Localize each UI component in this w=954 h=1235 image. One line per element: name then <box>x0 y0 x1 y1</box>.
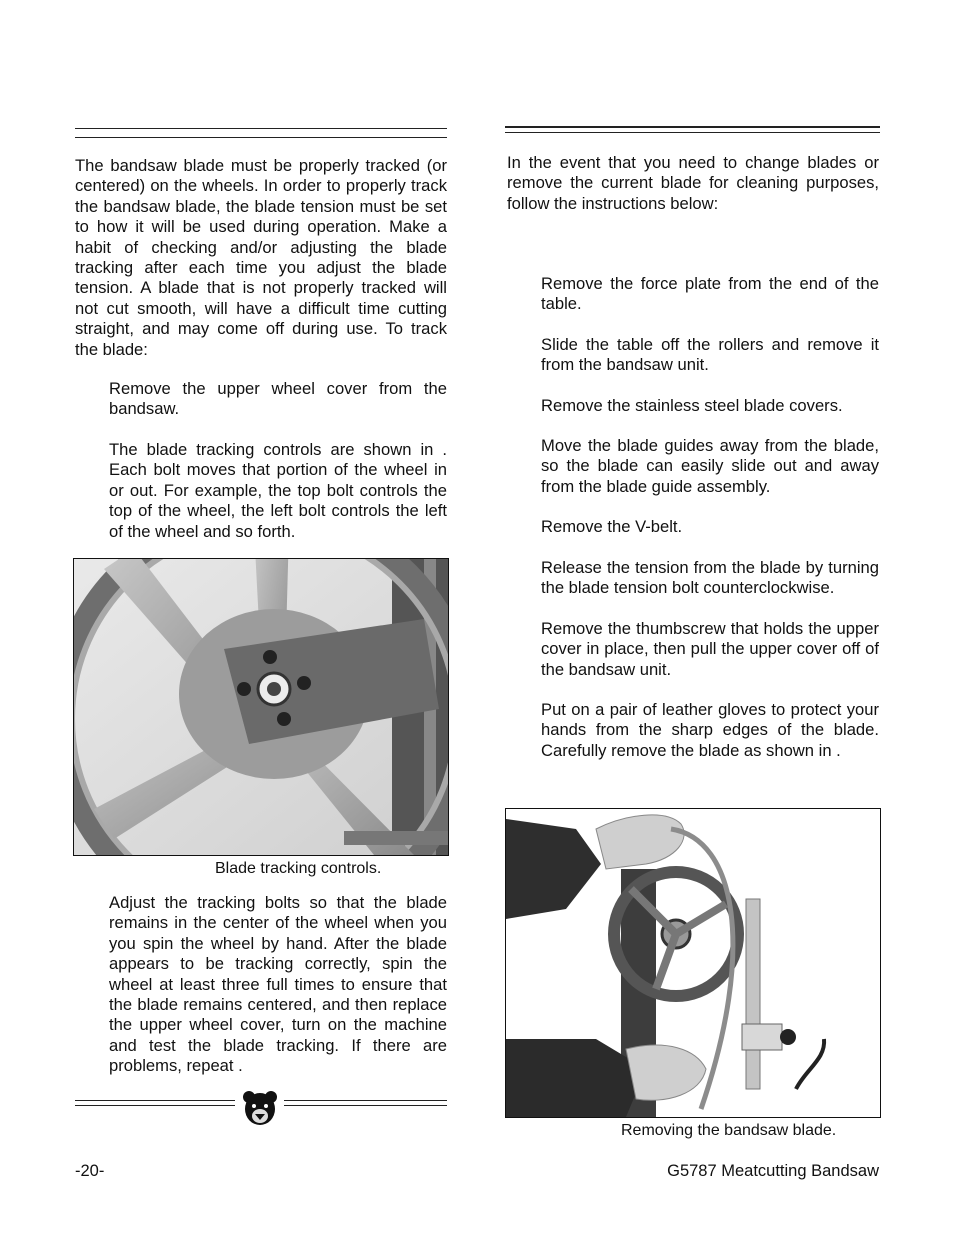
right-step-1: Remove the force plate from the end of the table. <box>541 274 879 314</box>
section-end-rule-left <box>75 1100 235 1106</box>
blade-removal-photo <box>506 809 880 1117</box>
blade-tracking-photo <box>74 559 448 855</box>
blade-tracking-figure <box>73 558 449 856</box>
right-step-6: Release the tension from the blade by turning the blade tension bolt counterclockwise. <box>541 558 879 598</box>
bear-head-icon <box>242 1090 278 1128</box>
right-step-7: Remove the thumbscrew that holds the upper cover in place, then pull the upper cover off of the bandsaw unit. <box>541 619 879 679</box>
blade-tracking-caption: Blade tracking controls. <box>215 860 382 877</box>
blade-removal-caption: Removing the bandsaw blade. <box>621 1122 837 1139</box>
section-end-rule-right <box>284 1100 447 1106</box>
document-title: G5787 Meatcutting Bandsaw <box>667 1162 879 1180</box>
blade-removal-figure <box>505 808 881 1118</box>
left-section-header-rule <box>75 128 447 138</box>
right-step-3: Remove the stainless steel blade covers. <box>541 396 843 415</box>
right-step-2: Slide the table off the rollers and remove it from the bandsaw unit. <box>541 335 879 375</box>
right-section-header-rule <box>505 126 880 133</box>
right-step-5: Remove the V-belt. <box>541 517 683 536</box>
right-intro-text: In the event that you need to change blades or remove the current blade for cleaning purposes, follow the instructions below: <box>507 153 879 213</box>
left-step-1: Remove the upper wheel cover from the bandsaw. <box>109 379 447 419</box>
left-intro-text: The bandsaw blade must be properly tracked (or centered) on the wheels. In order to properly track the bandsaw blade, the blade tension must be set to how it will be used during operation. Make a habit of checking and/or adjusting the blade tracking after each time you adjust the blade tension. A blade that is not properly tracked will not cut smooth, will have a difficult time cutting straight, and may come off during use. To track the blade: <box>75 156 447 359</box>
page-number: -20- <box>75 1162 105 1180</box>
left-step-2: The blade tracking controls are shown in . Each bolt moves that portion of the wheel in or out. For example, the top bolt controls the top of the wheel, the left bolt controls the left of the wheel and so forth. <box>109 440 447 541</box>
right-step-8: Put on a pair of leather gloves to protect your hands from the sharp edges of the blade. Carefully remove the blade as shown in . <box>541 700 879 760</box>
left-step-3: Adjust the tracking bolts so that the blade remains in the center of the wheel when you you spin the wheel by hand. After the blade appears to be tracking correctly, spin the wheel at least three full times to ensure that the blade remains centered, and then replace the upper wheel cover, turn on the machine and test the blade tracking. If there are problems, repeat . <box>109 893 447 1076</box>
right-step-4: Move the blade guides away from the blade, so the blade can easily slide out and away from the blade guide assembly. <box>541 436 879 496</box>
